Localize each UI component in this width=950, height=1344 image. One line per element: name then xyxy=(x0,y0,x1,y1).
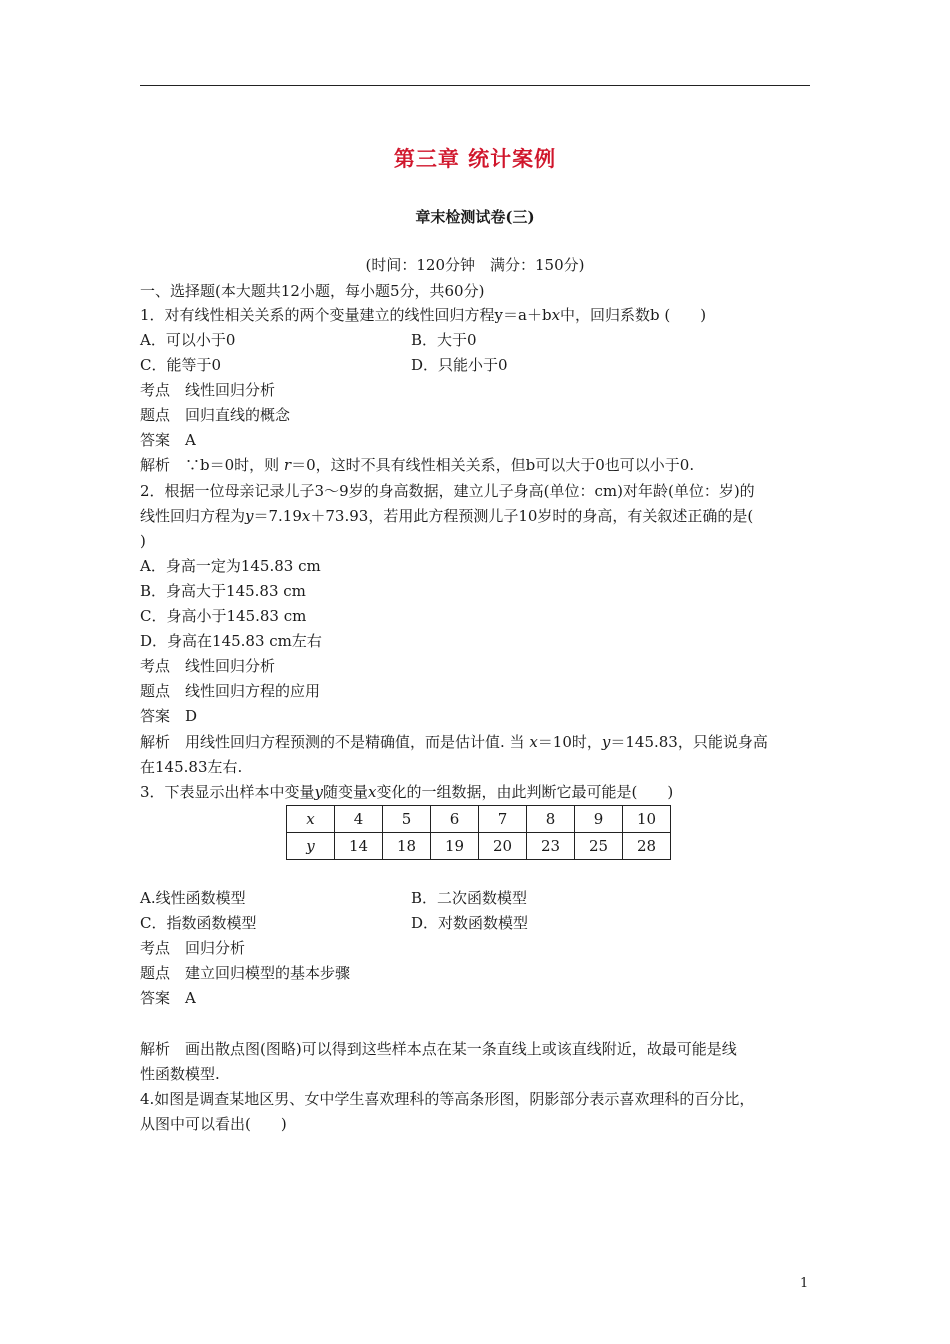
q1-option-c: C．能等于0 xyxy=(140,356,222,374)
chapter-title: 第三章 统计案例 xyxy=(393,146,557,171)
q2-answer: 答案 D xyxy=(140,707,198,725)
q4-stem-line1: 4.如图是调查某地区男、女中学生喜欢理科的等高条形图，阴影部分表示喜欢理科的百分比， xyxy=(140,1090,755,1108)
table-cell: 9 xyxy=(575,806,623,833)
time-info: (时间：120分钟 满分：150分) xyxy=(365,256,585,274)
q2-stem-part: ＝7.19 xyxy=(253,507,302,525)
table-cell: 25 xyxy=(575,833,623,860)
q3-stem-var: y xyxy=(314,783,324,801)
q3-stem-var: x xyxy=(368,783,377,801)
q3-stem xyxy=(140,782,815,802)
q1-stem-part: 1．对有线性相关关系的两个变量建立的线性回归方程y＝a＋b xyxy=(140,306,552,324)
q3-stem-part: 变化的一组数据，由此判断它最可能是( ) xyxy=(376,783,674,801)
table-cell: 14 xyxy=(335,833,383,860)
table-cell: 23 xyxy=(527,833,575,860)
q1-analysis-part: ＝0，这时不具有线性相关关系，但b可以大于0也可以小于0. xyxy=(291,456,695,474)
q3-option-a: A.线性函数模型 xyxy=(140,889,246,907)
table-cell: 8 xyxy=(527,806,575,833)
table-cell: 6 xyxy=(431,806,479,833)
q2-stem-line3: ) xyxy=(140,532,146,550)
table-cell: 4 xyxy=(335,806,383,833)
q1-options-row2 xyxy=(140,355,815,375)
q1-kaodian: 考点 线性回归分析 xyxy=(140,381,276,399)
q3-option-d: D．对数函数模型 xyxy=(411,914,529,932)
q2-stem-var: x xyxy=(301,507,311,525)
q2-analysis-part: ＝145.83，只能说身高 xyxy=(610,733,768,751)
q1-option-b: B．大于0 xyxy=(411,331,477,349)
q2-option-b: B．身高大于145.83 cm xyxy=(140,582,306,600)
q2-analysis-line2: 在145.83左右. xyxy=(140,758,243,776)
table-cell: 28 xyxy=(623,833,671,860)
q3-stem-part: 3．下表显示出样本中变量 xyxy=(140,783,315,801)
q3-answer: 答案 A xyxy=(140,989,196,1007)
exam-subtitle: 章末检测试卷(三) xyxy=(415,208,535,226)
q2-analysis-part: 解析 用线性回归方程预测的不是精确值，而是估计值. 当 xyxy=(140,733,530,751)
page-number: 1 xyxy=(800,1276,809,1291)
q3-stem-part: 随变量 xyxy=(323,783,369,801)
q3-option-b: B．二次函数模型 xyxy=(411,889,528,907)
q1-option-d: D．只能小于0 xyxy=(411,356,508,374)
q3-analysis-line1: 解析 画出散点图(图略)可以得到这些样本点在某一条直线上或该直线附近，故最可能是线 xyxy=(140,1040,737,1058)
q3-analysis-line2: 性函数模型. xyxy=(140,1065,220,1083)
q2-analysis-var: x xyxy=(529,733,538,751)
q2-stem-var: y xyxy=(245,507,254,525)
table-cell: 18 xyxy=(383,833,431,860)
q3-kaodian: 考点 回归分析 xyxy=(140,939,246,957)
q1-analysis xyxy=(140,455,815,475)
table-cell: 19 xyxy=(431,833,479,860)
table-row xyxy=(287,833,671,860)
q4-stem-line2: 从图中可以看出( ) xyxy=(140,1115,287,1133)
q1-stem-var: x xyxy=(551,306,561,324)
q3-data-table xyxy=(286,805,671,860)
q1-analysis-var: r xyxy=(283,456,292,474)
q2-analysis-var: y xyxy=(601,733,611,751)
q2-stem-line1: 2．根据一位母亲记录儿子3～9岁的身高数据，建立儿子身高(单位：cm)对年龄(单位：岁)的 xyxy=(140,482,755,500)
q2-option-a: A．身高一定为145.83 cm xyxy=(140,557,321,575)
q3-options-row1 xyxy=(140,888,815,908)
q1-stem-part: 中，回归系数b ( ) xyxy=(560,306,707,324)
q2-analysis-part: ＝10时， xyxy=(537,733,602,751)
q2-stem-line2 xyxy=(140,506,815,526)
q2-stem-part: ＋73.93，若用此方程预测儿子10岁时的身高，有关叙述正确的是( xyxy=(310,507,754,525)
q1-option-a: A．可以小于0 xyxy=(140,331,236,349)
q3-option-c: C．指数函数模型 xyxy=(140,914,257,932)
q2-tidian: 题点 线性回归方程的应用 xyxy=(140,682,321,700)
q1-stem xyxy=(140,305,815,325)
q1-answer: 答案 A xyxy=(140,431,196,449)
table-cell: 5 xyxy=(383,806,431,833)
q2-option-c: C．身高小于145.83 cm xyxy=(140,607,307,625)
q1-options-row1 xyxy=(140,330,815,350)
q2-analysis-line1 xyxy=(140,732,815,752)
q2-option-d: D．身高在145.83 cm左右 xyxy=(140,632,322,650)
table-cell: 10 xyxy=(623,806,671,833)
table-cell: 7 xyxy=(479,806,527,833)
section-heading: 一、选择题(本大题共12小题，每小题5分，共60分) xyxy=(140,282,485,300)
q3-tidian: 题点 建立回归模型的基本步骤 xyxy=(140,964,351,982)
q2-stem-part: 线性回归方程为 xyxy=(140,507,246,525)
table-row xyxy=(287,806,671,833)
q1-tidian: 题点 回归直线的概念 xyxy=(140,406,291,424)
q1-analysis-part: 解析 ∵b＝0时，则 xyxy=(140,456,284,474)
q2-kaodian: 考点 线性回归分析 xyxy=(140,657,276,675)
table-cell: 20 xyxy=(479,833,527,860)
q3-options-row2 xyxy=(140,913,815,933)
table-header-x: x xyxy=(287,806,335,833)
header-rule xyxy=(140,85,810,86)
table-header-y: y xyxy=(287,833,335,860)
